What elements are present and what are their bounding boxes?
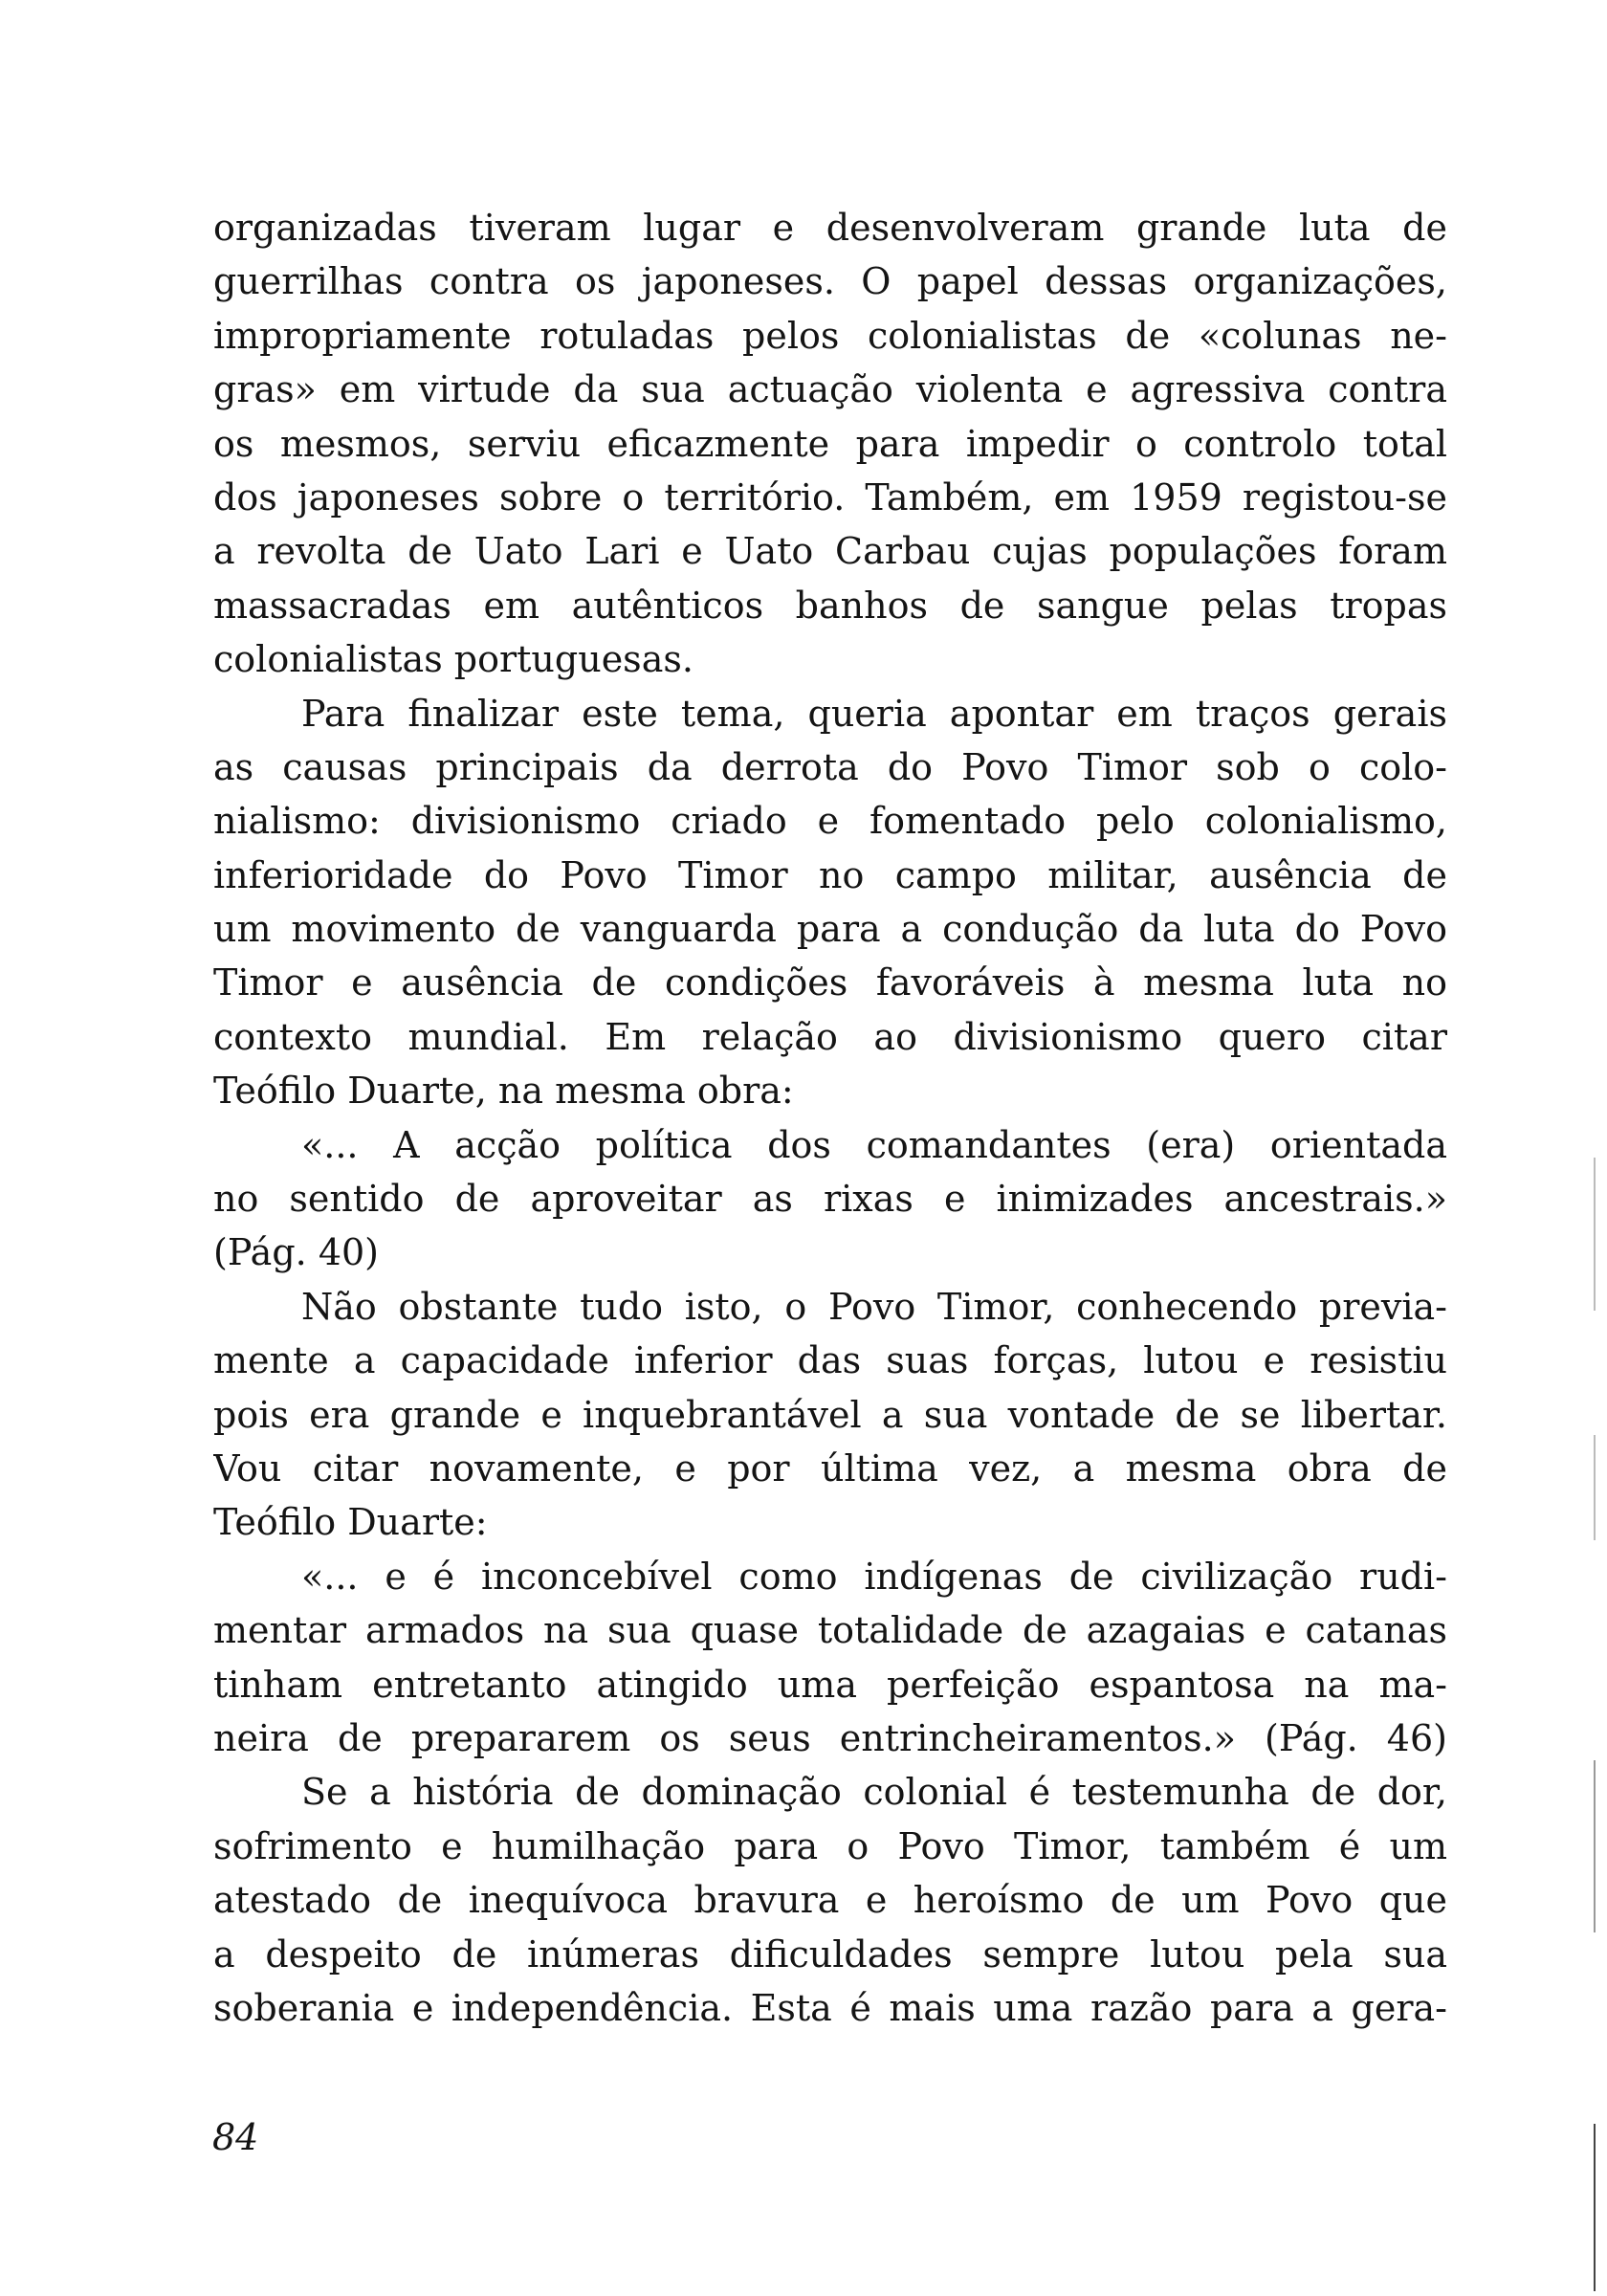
text-line: Não obstante tudo isto, o Povo Timor, conhecendo previa-	[301, 1285, 1447, 1328]
text-line: dos japoneses sobre o território. Também, em 1959 registou-se	[213, 475, 1447, 519]
text-line: «... e é inconcebível como indígenas de civilização rudi-	[301, 1555, 1447, 1598]
text-line: gras» em virtude da sua actuação violenta e agressiva contra	[213, 368, 1447, 411]
text-line: impropriamente rotuladas pelos colonialistas de «colunas ne-	[213, 314, 1447, 357]
text-line: (Pág. 40)	[213, 1231, 380, 1274]
text-line: colonialistas portuguesas.	[213, 638, 693, 681]
text-line: a despeito de inúmeras dificuldades sempre lutou pela sua	[213, 1932, 1447, 1976]
text-line: os mesmos, serviu eficazmente para impedir o controlo total	[213, 422, 1447, 465]
text-line: Timor e ausência de condições favoráveis à mesma luta no	[213, 961, 1447, 1004]
text-line: mente a capacidade inferior das suas forças, lutou e resistiu	[213, 1339, 1447, 1382]
text-line: massacradas em autênticos banhos de sangue pelas tropas	[213, 584, 1447, 627]
text-line: um movimento de vanguarda para a condução da luta do Povo	[213, 908, 1447, 951]
text-line: «... A acção política dos comandantes (era) orientada	[301, 1123, 1447, 1166]
text-line: Vou citar novamente, e por última vez, a mesma obra de	[213, 1446, 1447, 1490]
text-line: soberania e independência. Esta é mais uma razão para a gera-	[213, 1986, 1447, 2029]
text-line: Teófilo Duarte, na mesma obra:	[213, 1070, 794, 1113]
scan-edge-mark	[1594, 1435, 1596, 1540]
text-line: Se a história de dominação colonial é testemunha de dor,	[301, 1771, 1447, 1814]
text-line: tinham entretanto atingido uma perfeição espantosa na ma-	[213, 1663, 1447, 1706]
text-line: as causas principais da derrota do Povo Timor sob o colo-	[213, 745, 1447, 788]
scan-edge-mark	[1594, 1158, 1596, 1311]
text-line: organizadas tiveram lugar e desenvolveram grande luta de	[213, 207, 1447, 249]
text-line: Teófilo Duarte:	[213, 1501, 488, 1544]
text-line: a revolta de Uato Lari e Uato Carbau cujas populações foram	[213, 530, 1447, 573]
page-number: 84	[212, 2116, 259, 2158]
text-line: Para finalizar este tema, queria apontar em traços gerais	[301, 692, 1447, 735]
text-line: inferioridade do Povo Timor no campo militar, ausência de	[213, 853, 1447, 896]
text-line: nialismo: divisionismo criado e fomentado pelo colonialismo,	[213, 800, 1447, 843]
body-text	[213, 201, 1447, 2035]
text-line: sofrimento e humilhação para o Povo Timor, também é um	[213, 1824, 1447, 1867]
text-line: neira de prepararem os seus entrincheiramentos.» (Pág. 46)	[213, 1716, 1447, 1759]
text-line: no sentido de aproveitar as rixas e inimizades ancestrais.»	[213, 1178, 1447, 1221]
scan-edge-mark	[1594, 1760, 1596, 1932]
text-line: mentar armados na sua quase totalidade de azagaias e catanas	[213, 1609, 1447, 1652]
text-line: atestado de inequívoca bravura e heroísmo de um Povo que	[213, 1879, 1447, 1922]
text-line: pois era grande e inquebrantável a sua vontade de se libertar.	[213, 1393, 1447, 1436]
text-line: guerrilhas contra os japoneses. O papel dessas organizações,	[213, 260, 1447, 303]
text-line: contexto mundial. Em relação ao divisionismo quero citar	[213, 1015, 1447, 1058]
scan-edge-mark	[1594, 2124, 1596, 2291]
